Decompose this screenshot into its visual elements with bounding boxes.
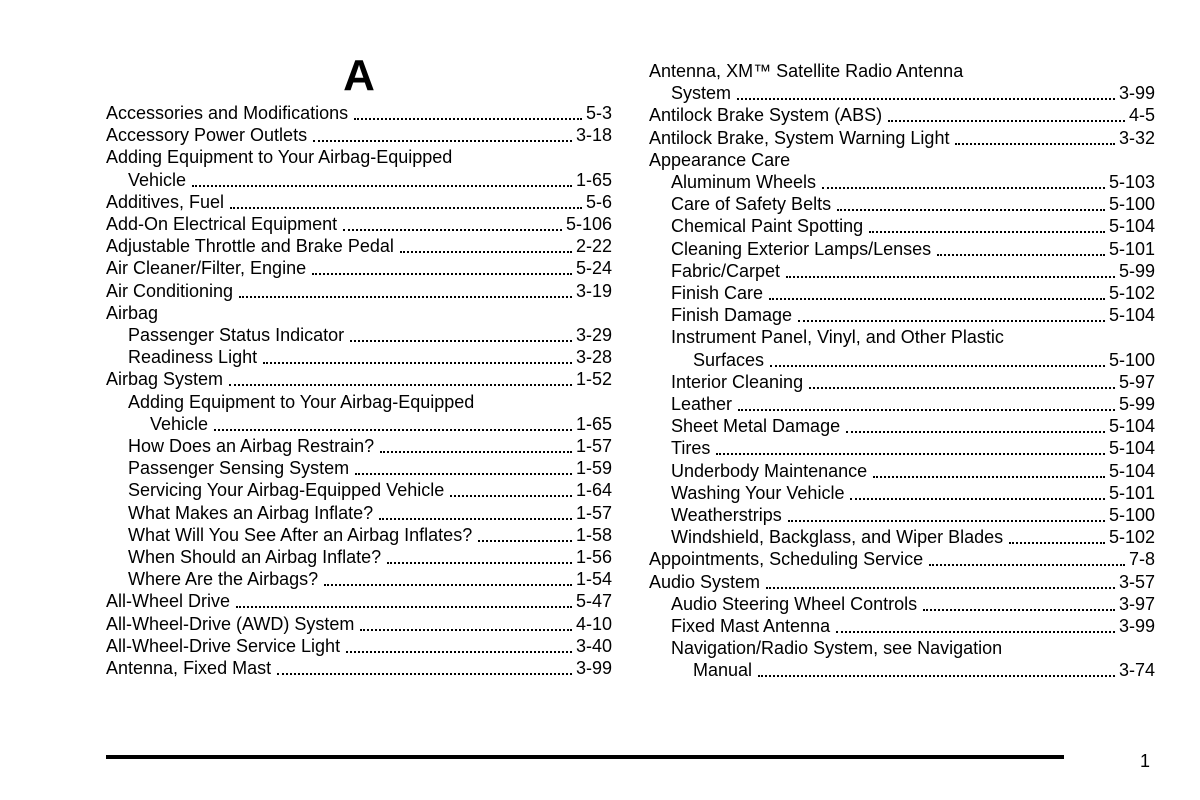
index-entry: [106, 546, 612, 568]
index-entry-label: Instrument Panel, Vinyl, and Other Plastic: [671, 327, 1004, 348]
index-entry: [106, 235, 612, 257]
index-entry-page: 4-10: [575, 613, 612, 634]
dot-leader: [737, 88, 1115, 100]
index-entry-label: What Will You See After an Airbag Inflates?: [128, 524, 473, 545]
index-entry-label: Washing Your Vehicle: [671, 482, 845, 503]
index-entry-label: Accessory Power Outlets: [106, 125, 308, 146]
index-entry: [649, 104, 1155, 126]
index-entry: [106, 368, 612, 390]
dot-leader: [929, 554, 1125, 566]
index-entry: [649, 127, 1155, 149]
index-entry-label: Adjustable Throttle and Brake Pedal: [106, 236, 394, 257]
dot-leader: [850, 488, 1105, 500]
index-entry-label: Surfaces: [693, 349, 765, 370]
index-entry: [649, 215, 1155, 237]
index-entry-label: System: [671, 83, 732, 104]
index-entry-label: Aluminum Wheels: [671, 172, 817, 192]
index-entry-label: Windshield, Backglass, and Wiper Blades: [671, 527, 1004, 548]
dot-leader: [786, 266, 1115, 278]
index-entry: [106, 590, 612, 612]
index-entry-label: Tires: [671, 438, 711, 459]
dot-leader: [380, 441, 572, 453]
index-entry-label: All-Wheel-Drive (AWD) System: [106, 613, 355, 634]
dot-leader: [324, 574, 572, 586]
index-entry-page: 5-99: [1118, 394, 1155, 414]
index-entry-label: Airbag System: [106, 369, 224, 390]
index-entry-label: Audio System: [649, 571, 761, 592]
index-entry-label: What Makes an Airbag Inflate?: [128, 502, 374, 523]
index-entry-page: 3-99: [1118, 83, 1155, 104]
index-entry: [649, 504, 1155, 526]
index-entry: [649, 193, 1155, 215]
index-entry-label: Add-On Electrical Equipment: [106, 214, 338, 234]
dot-leader: [387, 552, 572, 564]
index-entry-label: Cleaning Exterior Lamps/Lenses: [671, 238, 932, 259]
index-entry-label: Sheet Metal Damage: [671, 416, 841, 437]
index-entry: [649, 637, 1155, 659]
index-entry: [649, 548, 1155, 570]
index-entry-label: Vehicle: [150, 413, 209, 434]
index-entry: [649, 460, 1155, 482]
dot-leader: [236, 596, 572, 608]
dot-leader: [738, 399, 1115, 411]
index-entry-page: 3-18: [575, 125, 612, 146]
index-entry-page: 5-100: [1108, 505, 1155, 525]
index-entry-page: 1-52: [575, 369, 612, 390]
dot-leader: [955, 133, 1115, 145]
index-entry-page: 5-104: [1108, 438, 1155, 459]
page-number: 1: [1140, 751, 1151, 771]
index-entry-label: Appointments, Scheduling Service: [649, 549, 924, 570]
dot-leader: [869, 221, 1105, 233]
index-entry: [106, 502, 612, 524]
dot-leader: [809, 377, 1115, 389]
index-entry-label: Chemical Paint Spotting: [671, 216, 864, 237]
index-entry: [649, 349, 1155, 371]
index-entry-page: 5-106: [565, 214, 612, 234]
index-entry: [649, 593, 1155, 615]
dot-leader: [379, 508, 572, 520]
index-entry-page: 1-65: [575, 413, 612, 434]
index-entry: [649, 326, 1155, 348]
index-entry: [106, 346, 612, 368]
index-entry-label: Air Cleaner/Filter, Engine: [106, 258, 307, 279]
index-entry-page: 5-24: [575, 258, 612, 279]
index-entry-label: Navigation/Radio System, see Navigation: [671, 638, 1003, 659]
index-entry-label: Weatherstrips: [671, 505, 782, 525]
index-entry-label: All-Wheel Drive: [106, 591, 231, 612]
index-entry-page: 5-104: [1108, 416, 1155, 437]
index-entry: [106, 191, 612, 213]
dot-leader: [230, 197, 582, 209]
index-entry: [649, 282, 1155, 304]
index-entry-page: 5-101: [1108, 238, 1155, 259]
index-entry-page: 5-100: [1108, 349, 1155, 370]
index-entry: [106, 391, 612, 413]
index-entry-label: Antilock Brake System (ABS): [649, 105, 883, 126]
index-entry-label: All-Wheel-Drive Service Light: [106, 635, 341, 656]
index-entry-page: 5-6: [585, 191, 612, 212]
index-entry-label: Appearance Care: [649, 149, 791, 170]
index-entry-page: 3-99: [575, 658, 612, 678]
index-entry-page: 5-99: [1118, 260, 1155, 281]
dot-leader: [192, 175, 572, 187]
index-entry-label: Audio Steering Wheel Controls: [671, 593, 918, 614]
dot-leader: [354, 108, 582, 120]
index-entry-page: 1-59: [575, 458, 612, 479]
index-entry-page: 3-32: [1118, 127, 1155, 148]
dot-leader: [766, 577, 1115, 589]
index-entry-label: Adding Equipment to Your Airbag-Equipped: [106, 147, 453, 168]
dot-leader: [837, 199, 1105, 211]
dot-leader: [937, 244, 1105, 256]
index-entry: [106, 257, 612, 279]
index-entry-page: 5-103: [1108, 172, 1155, 192]
dot-leader: [229, 374, 572, 386]
index-entry-label: Readiness Light: [128, 347, 258, 368]
index-entry-label: Where Are the Airbags?: [128, 569, 319, 590]
index-entry-label: Additives, Fuel: [106, 191, 225, 212]
footer-rule: [106, 755, 1064, 759]
dot-leader: [923, 599, 1115, 611]
dot-leader: [346, 641, 572, 653]
index-entry-page: 5-3: [585, 103, 612, 123]
dot-leader: [1009, 532, 1105, 544]
index-entry-page: 3-40: [575, 635, 612, 656]
index-entry: [649, 526, 1155, 548]
index-entry: [649, 260, 1155, 282]
dot-leader: [888, 110, 1125, 122]
index-entry: [649, 393, 1155, 415]
dot-leader: [716, 443, 1105, 455]
dot-leader: [312, 263, 572, 275]
dot-leader: [788, 510, 1105, 522]
index-entry-page: 3-29: [575, 325, 612, 345]
index-entry: [106, 479, 612, 501]
index-entry: [649, 82, 1155, 104]
dot-leader: [478, 530, 572, 542]
index-entry-label: Antenna, Fixed Mast: [106, 658, 272, 678]
dot-leader: [836, 621, 1115, 633]
index-entry: [649, 304, 1155, 326]
dot-leader: [770, 355, 1105, 367]
dot-leader: [822, 177, 1105, 189]
index-entry: [649, 482, 1155, 504]
index-entry-label: Care of Safety Belts: [671, 194, 832, 215]
dot-leader: [313, 130, 572, 142]
index-entry-label: Underbody Maintenance: [671, 460, 868, 481]
index-entry: [106, 213, 612, 235]
index-entry-label: Antenna, XM™ Satellite Radio Antenna: [649, 61, 964, 81]
index-entry-page: 3-99: [1118, 616, 1155, 636]
index-entry-page: 5-104: [1108, 216, 1155, 237]
dot-leader: [239, 286, 572, 298]
index-entry-page: 3-74: [1118, 660, 1155, 681]
index-entry: [106, 124, 612, 146]
index-entry-page: 1-57: [575, 502, 612, 523]
dot-leader: [350, 330, 572, 342]
index-entry-label: Antilock Brake, System Warning Light: [649, 127, 950, 148]
index-entry-label: Leather: [671, 394, 733, 414]
index-entry-page: 5-97: [1118, 371, 1155, 392]
index-entry: [649, 238, 1155, 260]
index-entry: [106, 435, 612, 457]
index-entry-page: 1-64: [575, 480, 612, 501]
index-entry: [106, 324, 612, 346]
index-entry-page: 1-57: [575, 436, 612, 456]
index-entry: [106, 280, 612, 302]
dot-leader: [758, 665, 1115, 677]
index-entry: [106, 302, 612, 324]
index-entry-page: 1-54: [575, 569, 612, 590]
index-entry-label: Servicing Your Airbag-Equipped Vehicle: [128, 480, 445, 501]
index-entry-label: Passenger Status Indicator: [128, 325, 345, 345]
index-entry-label: Passenger Sensing System: [128, 458, 350, 479]
index-entry: [106, 413, 612, 435]
index-entry-label: Vehicle: [128, 169, 187, 190]
index-entry: [106, 657, 612, 679]
index-entry: [106, 457, 612, 479]
index-entry: [649, 149, 1155, 171]
index-entry-page: 5-104: [1108, 305, 1155, 326]
index-entry: [649, 371, 1155, 393]
dot-leader: [769, 288, 1105, 300]
index-entry-label: Fabric/Carpet: [671, 260, 781, 281]
dot-leader: [214, 419, 572, 431]
index-entry-label: Airbag: [106, 302, 159, 323]
dot-leader: [846, 421, 1105, 433]
index-entry: [649, 60, 1155, 82]
index-entry-page: 3-97: [1118, 593, 1155, 614]
index-entry-page: 3-19: [575, 280, 612, 301]
index-entry: [649, 437, 1155, 459]
dot-leader: [277, 663, 572, 675]
index-entry-label: Adding Equipment to Your Airbag-Equipped: [128, 391, 475, 412]
index-entry-label: Finish Care: [671, 283, 764, 303]
index-entry: [649, 171, 1155, 193]
index-entry-page: 5-104: [1108, 460, 1155, 481]
index-entry: [649, 571, 1155, 593]
index-entry-label: Air Conditioning: [106, 280, 234, 301]
index-entry-page: 2-22: [575, 236, 612, 257]
dot-leader: [400, 241, 572, 253]
index-entry: [649, 659, 1155, 681]
index-entry-label: Manual: [693, 660, 753, 681]
index-entry: [106, 635, 612, 657]
dot-leader: [798, 310, 1105, 322]
index-entry-page: 7-8: [1128, 549, 1155, 570]
index-entry-label: Finish Damage: [671, 305, 793, 326]
dot-leader: [263, 352, 572, 364]
dot-leader: [450, 485, 572, 497]
index-entry-page: 5-100: [1108, 194, 1155, 215]
index-entry: [106, 146, 612, 168]
index-entry-page: 5-102: [1108, 527, 1155, 548]
dot-leader: [360, 619, 572, 631]
index-entry-page: 5-47: [575, 591, 612, 612]
index-entry-page: 3-28: [575, 347, 612, 368]
index-entry-label: Accessories and Modifications: [106, 103, 349, 123]
index-entry-page: 3-57: [1118, 571, 1155, 592]
dot-leader: [343, 219, 562, 231]
index-entry: [106, 169, 612, 191]
dot-leader: [873, 466, 1105, 478]
index-entry: [106, 524, 612, 546]
index-entry-page: 1-65: [575, 169, 612, 190]
index-entry: [106, 568, 612, 590]
dot-leader: [355, 463, 572, 475]
index-entry-label: When Should an Airbag Inflate?: [128, 547, 382, 567]
index-entry: [649, 615, 1155, 637]
index-entry: [649, 415, 1155, 437]
index-entry-page: 5-101: [1108, 482, 1155, 503]
index-entry: [106, 613, 612, 635]
index-entry-label: Interior Cleaning: [671, 371, 804, 392]
index-entry-label: Fixed Mast Antenna: [671, 616, 831, 636]
index-entry-page: 5-102: [1108, 283, 1155, 303]
index-entry-page: 1-58: [575, 524, 612, 545]
index-entry: [106, 102, 612, 124]
section-letter: A: [343, 51, 375, 100]
index-entry-label: How Does an Airbag Restrain?: [128, 436, 375, 456]
index-entry-page: 1-56: [575, 547, 612, 567]
index-entry-page: 4-5: [1128, 105, 1155, 126]
